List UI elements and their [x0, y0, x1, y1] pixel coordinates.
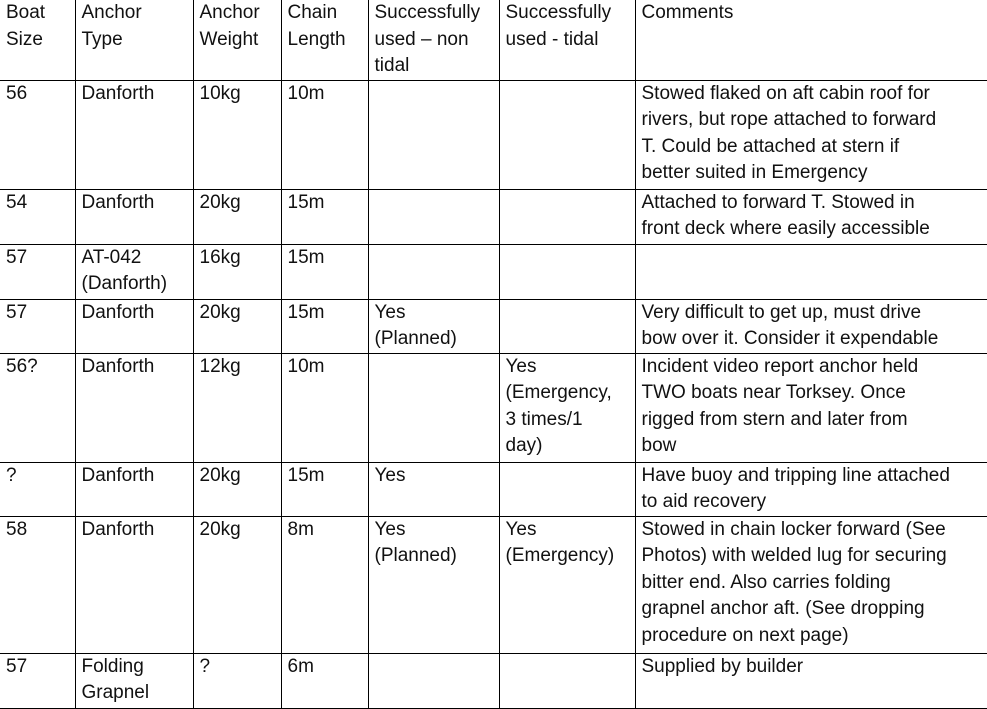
cell-anchor-type: Danforth — [75, 462, 193, 516]
cell-chain-length: 10m — [281, 353, 368, 462]
cell-chain-length: 8m — [281, 516, 368, 653]
table-row — [0, 80, 987, 189]
cell-used-non-tidal: Yes — [368, 462, 499, 516]
table-row — [0, 653, 987, 708]
table-row — [0, 244, 987, 299]
cell-used-tidal — [499, 299, 635, 353]
cell-chain-length: 15m — [281, 462, 368, 516]
cell-chain-length: 15m — [281, 299, 368, 353]
cell-used-tidal — [499, 80, 635, 189]
cell-chain-length: 10m — [281, 80, 368, 189]
cell-anchor-type: Danforth — [75, 353, 193, 462]
cell-comments: Incident video report anchor held TWO boats near Torksey. Once rigged from stern and later from bow — [635, 353, 987, 462]
cell-used-non-tidal: Yes (Planned) — [368, 516, 499, 653]
cell-used-tidal — [499, 244, 635, 299]
cell-used-non-tidal — [368, 353, 499, 462]
header-anchor-type: Anchor Type — [75, 0, 193, 80]
cell-anchor-weight: 20kg — [193, 462, 281, 516]
cell-used-non-tidal: Yes (Planned) — [368, 299, 499, 353]
cell-used-tidal — [499, 653, 635, 708]
cell-comments: Stowed flaked on aft cabin roof for rivers, but rope attached to forward T. Could be attached at stern if better suited in Emergency — [635, 80, 987, 189]
cell-boat-size: 54 — [0, 189, 75, 244]
cell-used-tidal: Yes (Emergency) — [499, 516, 635, 653]
cell-anchor-weight: 10kg — [193, 80, 281, 189]
header-used-tidal: Successfully used - tidal — [499, 0, 635, 80]
table-row — [0, 462, 987, 516]
cell-boat-size: 57 — [0, 299, 75, 353]
cell-boat-size: 57 — [0, 653, 75, 708]
cell-boat-size: 58 — [0, 516, 75, 653]
cell-anchor-type: Danforth — [75, 516, 193, 653]
cell-anchor-weight: ? — [193, 653, 281, 708]
cell-comments: Supplied by builder — [635, 653, 987, 708]
cell-anchor-type: AT-042 (Danforth) — [75, 244, 193, 299]
cell-boat-size: ? — [0, 462, 75, 516]
cell-anchor-type: Folding Grapnel — [75, 653, 193, 708]
cell-boat-size: 56? — [0, 353, 75, 462]
cell-used-non-tidal — [368, 244, 499, 299]
table-row — [0, 299, 987, 353]
cell-comments: Very difficult to get up, must drive bow over it. Consider it expendable — [635, 299, 987, 353]
cell-boat-size: 57 — [0, 244, 75, 299]
header-comments: Comments — [635, 0, 987, 80]
cell-boat-size: 56 — [0, 80, 75, 189]
cell-chain-length: 15m — [281, 189, 368, 244]
cell-chain-length: 6m — [281, 653, 368, 708]
cell-anchor-type: Danforth — [75, 299, 193, 353]
header-used-non-tidal: Successfully used – non tidal — [368, 0, 499, 80]
header-chain-length: Chain Length — [281, 0, 368, 80]
cell-used-non-tidal — [368, 189, 499, 244]
table-row — [0, 189, 987, 244]
cell-comments: Attached to forward T. Stowed in front deck where easily accessible — [635, 189, 987, 244]
cell-anchor-type: Danforth — [75, 189, 193, 244]
cell-anchor-weight: 20kg — [193, 516, 281, 653]
cell-used-non-tidal — [368, 80, 499, 189]
cell-used-tidal: Yes (Emergency, 3 times/1 day) — [499, 353, 635, 462]
cell-used-non-tidal — [368, 653, 499, 708]
table-header-row — [0, 0, 987, 80]
cell-used-tidal — [499, 189, 635, 244]
cell-anchor-weight: 20kg — [193, 299, 281, 353]
table-row — [0, 516, 987, 653]
cell-anchor-weight: 12kg — [193, 353, 281, 462]
cell-comments — [635, 244, 987, 299]
cell-comments: Have buoy and tripping line attached to aid recovery — [635, 462, 987, 516]
cell-anchor-type: Danforth — [75, 80, 193, 189]
header-anchor-weight: Anchor Weight — [193, 0, 281, 80]
cell-comments: Stowed in chain locker forward (See Photos) with welded lug for securing bitter end. Also carries folding grapnel anchor aft. (See dropping procedure on next page) — [635, 516, 987, 653]
header-boat-size: Boat Size — [0, 0, 75, 80]
cell-chain-length: 15m — [281, 244, 368, 299]
cell-anchor-weight: 20kg — [193, 189, 281, 244]
cell-used-tidal — [499, 462, 635, 516]
cell-anchor-weight: 16kg — [193, 244, 281, 299]
table-row — [0, 353, 987, 462]
